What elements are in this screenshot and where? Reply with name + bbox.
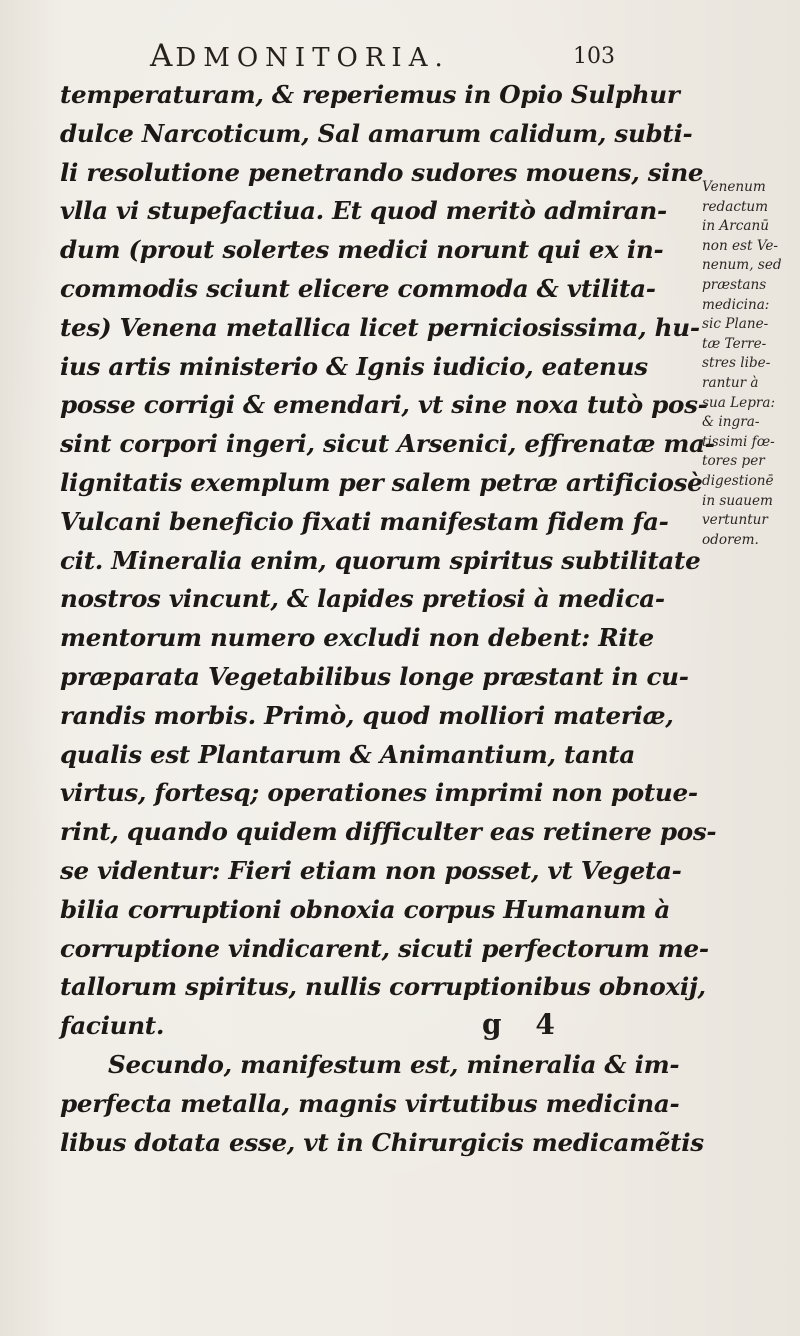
marginal-note-line: redactum xyxy=(702,198,769,215)
text-line-indented: Secundo, manifestum est, mineralia & im- xyxy=(108,1049,680,1079)
text-line: virtus, fortesq; operationes imprimi non potue- xyxy=(60,778,698,808)
signature-mark: g 4 xyxy=(482,1008,567,1041)
text-line: perfecta metalla, magnis virtutibus medicina- xyxy=(60,1088,680,1118)
marginal-note-line: nenum, sed xyxy=(702,257,782,274)
text-line: mentorum numero excludi non debent: Rite xyxy=(60,623,654,653)
running-title-rest: DMONITORIA. xyxy=(175,43,450,73)
marginal-note-line: sua Lepra: xyxy=(702,394,776,411)
text-line: libus dotata esse, vt in Chirurgicis medicamẽtis xyxy=(60,1127,704,1157)
marginal-note-line: tores per xyxy=(702,453,765,470)
marginal-note-line: sic Plane- xyxy=(702,316,769,333)
marginal-note-line: in Arcanū xyxy=(702,218,769,235)
marginal-note-line: & ingra- xyxy=(702,414,760,431)
marginal-note-line: medicina: xyxy=(702,296,770,313)
text-line: tallorum spiritus, nullis corruptionibus obnoxij, xyxy=(60,972,706,1002)
marginal-note-line: vertuntur xyxy=(702,512,768,529)
running-title-initial: A xyxy=(150,38,176,74)
marginal-note xyxy=(702,178,796,550)
marginal-note-line: in suauem xyxy=(702,492,773,509)
text-line: vlla vi stupefactiua. Et quod meritò admiran- xyxy=(60,196,667,226)
text-line: ius artis ministerio & Ignis iudicio, eatenus xyxy=(60,351,648,381)
text-line: dum (prout solertes medici norunt qui ex in- xyxy=(60,235,664,265)
marginal-note-line: non est Ve- xyxy=(702,237,779,254)
marginal-note-line: præstans xyxy=(702,276,767,293)
marginal-note-line: odorem. xyxy=(702,531,759,548)
text-line: randis morbis. Primò, quod molliori materiæ, xyxy=(60,700,674,730)
text-line: bilia corruptioni obnoxia corpus Humanum à xyxy=(60,894,670,924)
text-line: faciunt. xyxy=(60,1011,165,1041)
body-text xyxy=(60,76,717,1162)
marginal-note-line: tæ Terre- xyxy=(702,335,767,352)
text-line: rint, quando quidem difficulter eas retinere pos- xyxy=(60,817,717,847)
marginal-note-line: tissimi fœ- xyxy=(702,433,775,450)
marginal-note-line: rantur à xyxy=(702,374,759,391)
running-title xyxy=(150,38,450,74)
text-line: Vulcani beneficio fixati manifestam fidem fa- xyxy=(60,506,669,536)
page-number: 103 xyxy=(573,44,615,69)
marginal-note-line: stres libe- xyxy=(702,355,771,372)
text-line: posse corrigi & emendari, vt sine noxa tutò pos- xyxy=(60,390,708,420)
text-line: se videntur: Fieri etiam non posset, vt Vegeta- xyxy=(60,855,682,885)
text-line: li resolutione penetrando sudores mouens, sine xyxy=(60,157,704,187)
text-line: qualis est Plantarum & Animantium, tanta xyxy=(60,739,636,769)
marginal-note-line: digestionē xyxy=(702,472,774,489)
text-line: dulce Narcoticum, Sal amarum calidum, subti- xyxy=(60,118,693,148)
text-line: commodis sciunt elicere commoda & vtilita- xyxy=(60,273,656,303)
text-line: præparata Vegetabilibus longe præstant in cu- xyxy=(60,661,689,691)
text-line: nostros vincunt, & lapides pretiosi à medica- xyxy=(60,584,665,614)
text-line: tes) Venena metallica licet perniciosissima, hu- xyxy=(60,312,700,342)
text-line: temperaturam, & reperiemus in Opio Sulphur xyxy=(60,80,680,109)
text-line: lignitatis exemplum per salem petræ artificiosè xyxy=(60,467,703,497)
text-line: cit. Mineralia enim, quorum spiritus subtilitate xyxy=(60,545,701,575)
marginal-note-line: Venenum xyxy=(702,179,766,195)
text-line: corruptione vindicarent, sicuti perfectorum me- xyxy=(60,933,709,963)
text-line: sint corpori ingeri, sicut Arsenici, effrenatæ ma- xyxy=(60,429,715,459)
